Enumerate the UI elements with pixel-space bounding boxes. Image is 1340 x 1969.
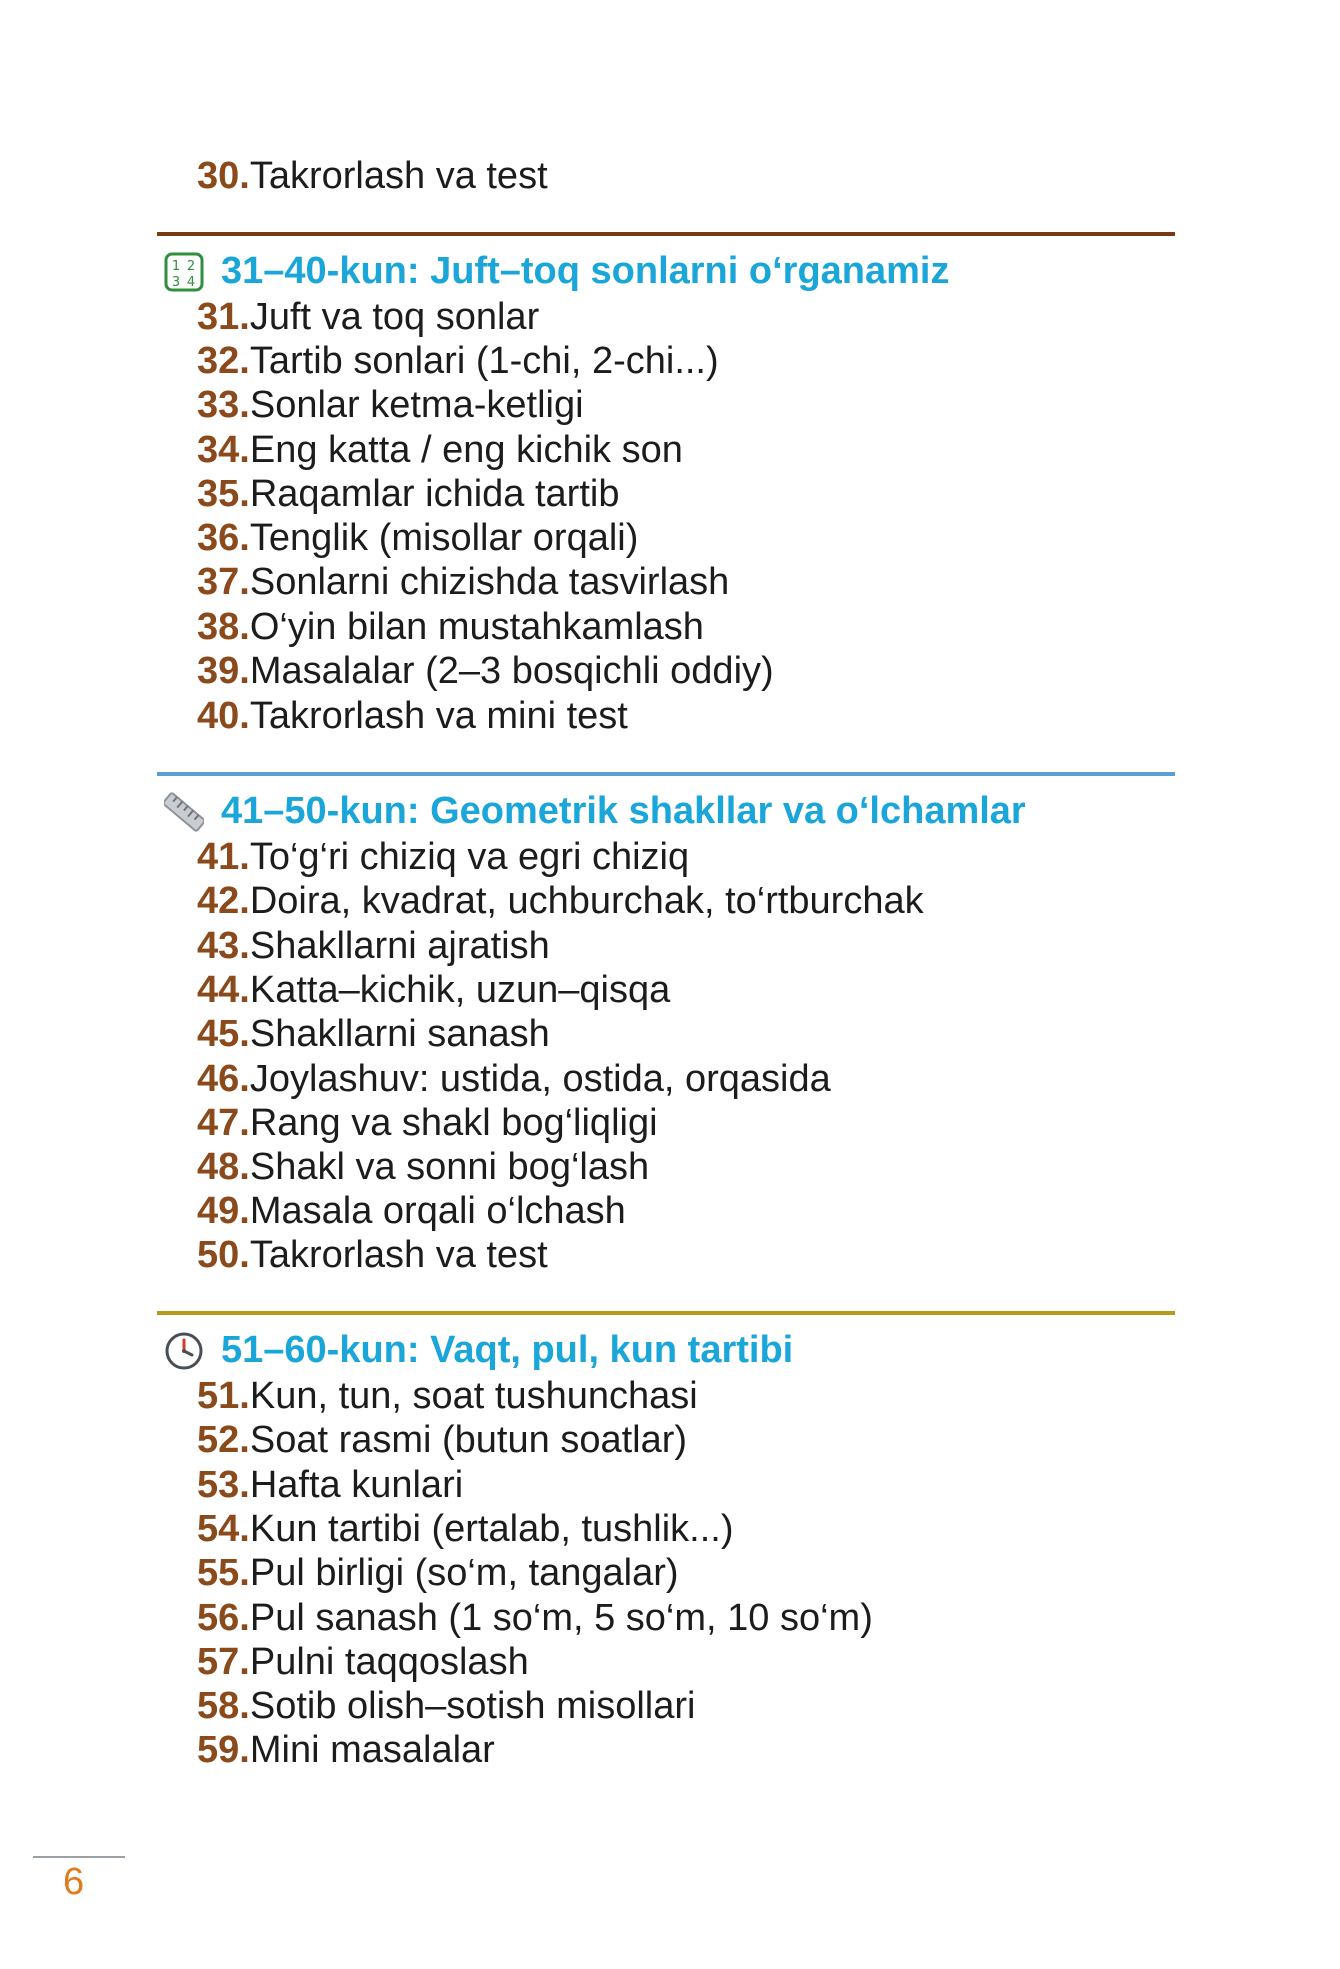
item-text: Takrorlash va test [249,1234,548,1276]
list-item: 42.Doira, kvadrat, uchburchak, to‘rtburchak [197,880,924,922]
list-item: 30.Takrorlash va test [197,155,548,197]
list-item: 34.Eng katta / eng kichik son [197,429,683,471]
list-item: 56.Pul sanash (1 so‘m, 5 so‘m, 10 so‘m) [197,1597,873,1639]
item-number: 36 [197,517,240,559]
list-item: 32.Tartib sonlari (1-chi, 2-chi...) [197,340,719,382]
list-item: 35.Raqamlar ichida tartib [197,473,620,515]
item-number: 51 [197,1375,240,1417]
item-text: O‘yin bilan mustahkamlash [249,606,704,648]
item-text: Joylashuv: ustida, ostida, orqasida [249,1058,831,1100]
item-number: 40 [197,695,240,737]
item-number: 54 [197,1508,240,1550]
item-number: 53 [197,1464,240,1506]
svg-text:2: 2 [186,259,196,274]
list-item: 39.Masalalar (2–3 bosqichli oddiy) [197,650,774,692]
list-item: 46.Joylashuv: ustida, ostida, orqasida [197,1058,831,1100]
numbers-grid-icon [164,252,204,292]
item-number: 45 [197,1013,240,1055]
list-item: 53.Hafta kunlari [197,1464,464,1506]
list-item: 37.Sonlarni chizishda tasvirlash [197,561,730,603]
list-item: 33.Sonlar ketma-ketligi [197,384,584,426]
item-text: Mini masalalar [249,1729,495,1771]
item-text: Hafta kunlari [249,1464,464,1506]
list-item: 44.Katta–kichik, uzun–qisqa [197,969,671,1011]
item-number: 31 [197,296,240,338]
section-divider [157,1311,1175,1315]
page-number-rule [33,1856,125,1858]
list-item: 43.Shakllarni ajratish [197,925,550,967]
list-item: 48.Shakl va sonni bog‘lash [197,1146,650,1188]
item-text: Juft va toq sonlar [249,296,540,338]
item-number: 33 [197,384,240,426]
list-item: 49.Masala orqali o‘lchash [197,1190,626,1232]
clock-icon [164,1331,204,1371]
list-item: 51.Kun, tun, soat tushunchasi [197,1375,698,1417]
item-number: 48 [197,1146,240,1188]
item-number: 58 [197,1685,240,1727]
list-item: 31.Juft va toq sonlar [197,296,540,338]
list-item: 54.Kun tartibi (ertalab, tushlik...) [197,1508,734,1550]
item-number: 52 [197,1419,240,1461]
item-number: 50 [197,1234,240,1276]
item-text: Pulni taqqoslash [249,1641,529,1683]
item-number: 49 [197,1190,240,1232]
item-number: 57 [197,1641,240,1683]
item-number: 39 [197,650,240,692]
list-item: 40.Takrorlash va mini test [197,695,628,737]
item-number: 59 [197,1729,240,1771]
item-text: Kun tartibi (ertalab, tushlik...) [249,1508,734,1550]
list-item: 36.Tenglik (misollar orqali) [197,517,639,559]
list-item: 38.O‘yin bilan mustahkamlash [197,606,704,648]
item-text: Doira, kvadrat, uchburchak, to‘rtburchak [249,880,924,922]
item-number: 38 [197,606,240,648]
list-item: 57.Pulni taqqoslash [197,1641,529,1683]
item-text: Katta–kichik, uzun–qisqa [249,969,671,1011]
list-item: 47.Rang va shakl bog‘liqligi [197,1102,658,1144]
item-text: Shakllarni sanash [249,1013,550,1055]
item-number: 46 [197,1058,240,1100]
item-text: Sonlar ketma-ketligi [249,384,584,426]
item-text: Raqamlar ichida tartib [249,473,620,515]
item-text: Sotib olish–sotish misollari [249,1685,696,1727]
item-number: 55 [197,1552,240,1594]
item-text: Masalalar (2–3 bosqichli oddiy) [249,650,774,692]
list-item: 50.Takrorlash va test [197,1234,548,1276]
section-title: 51–60-kun: Vaqt, pul, kun tartibi [221,1329,794,1371]
item-number: 41 [197,836,240,878]
item-text: Shakl va sonni bog‘lash [249,1146,650,1188]
item-text: Pul sanash (1 so‘m, 5 so‘m, 10 so‘m) [249,1597,873,1639]
item-text: To‘g‘ri chiziq va egri chiziq [249,836,690,878]
item-text: Takrorlash va mini test [249,695,628,737]
list-item: 58.Sotib olish–sotish misollari [197,1685,696,1727]
item-text: Shakllarni ajratish [249,925,550,967]
section-divider [157,232,1175,236]
item-text: Pul birligi (so‘m, tangalar) [249,1552,679,1594]
item-number: 35 [197,473,240,515]
page-number: 6 [63,1861,85,1903]
item-text: Soat rasmi (butun soatlar) [249,1419,688,1461]
item-text: Kun, tun, soat tushunchasi [249,1375,698,1417]
item-text: Tenglik (misollar orqali) [249,517,639,559]
item-number: 37 [197,561,240,603]
svg-text:1: 1 [171,259,181,274]
svg-text:4: 4 [186,275,196,290]
item-number: 30 [197,155,240,197]
list-item: 41.To‘g‘ri chiziq va egri chiziq [197,836,690,878]
ruler-icon [164,792,204,832]
section-title: 31–40-kun: Juft–toq sonlarni o‘rganamiz [221,250,950,292]
item-text: Masala orqali o‘lchash [249,1190,626,1232]
item-text: Sonlarni chizishda tasvirlash [249,561,730,603]
list-item: 52.Soat rasmi (butun soatlar) [197,1419,688,1461]
item-text: Eng katta / eng kichik son [249,429,683,471]
item-number: 34 [197,429,240,471]
item-number: 44 [197,969,240,1011]
item-number: 56 [197,1597,240,1639]
item-number: 42 [197,880,240,922]
list-item: 45.Shakllarni sanash [197,1013,550,1055]
item-number: 32 [197,340,240,382]
section-title: 41–50-kun: Geometrik shakllar va o‘lchamlar [221,790,1026,832]
item-text: Tartib sonlari (1-chi, 2-chi...) [249,340,719,382]
item-text: Takrorlash va test [249,155,548,197]
svg-text:3: 3 [171,275,181,290]
section-divider [157,772,1175,776]
item-text: Rang va shakl bog‘liqligi [249,1102,658,1144]
item-number: 47 [197,1102,240,1144]
list-item: 59.Mini masalalar [197,1729,495,1771]
item-number: 43 [197,925,240,967]
list-item: 55.Pul birligi (so‘m, tangalar) [197,1552,679,1594]
